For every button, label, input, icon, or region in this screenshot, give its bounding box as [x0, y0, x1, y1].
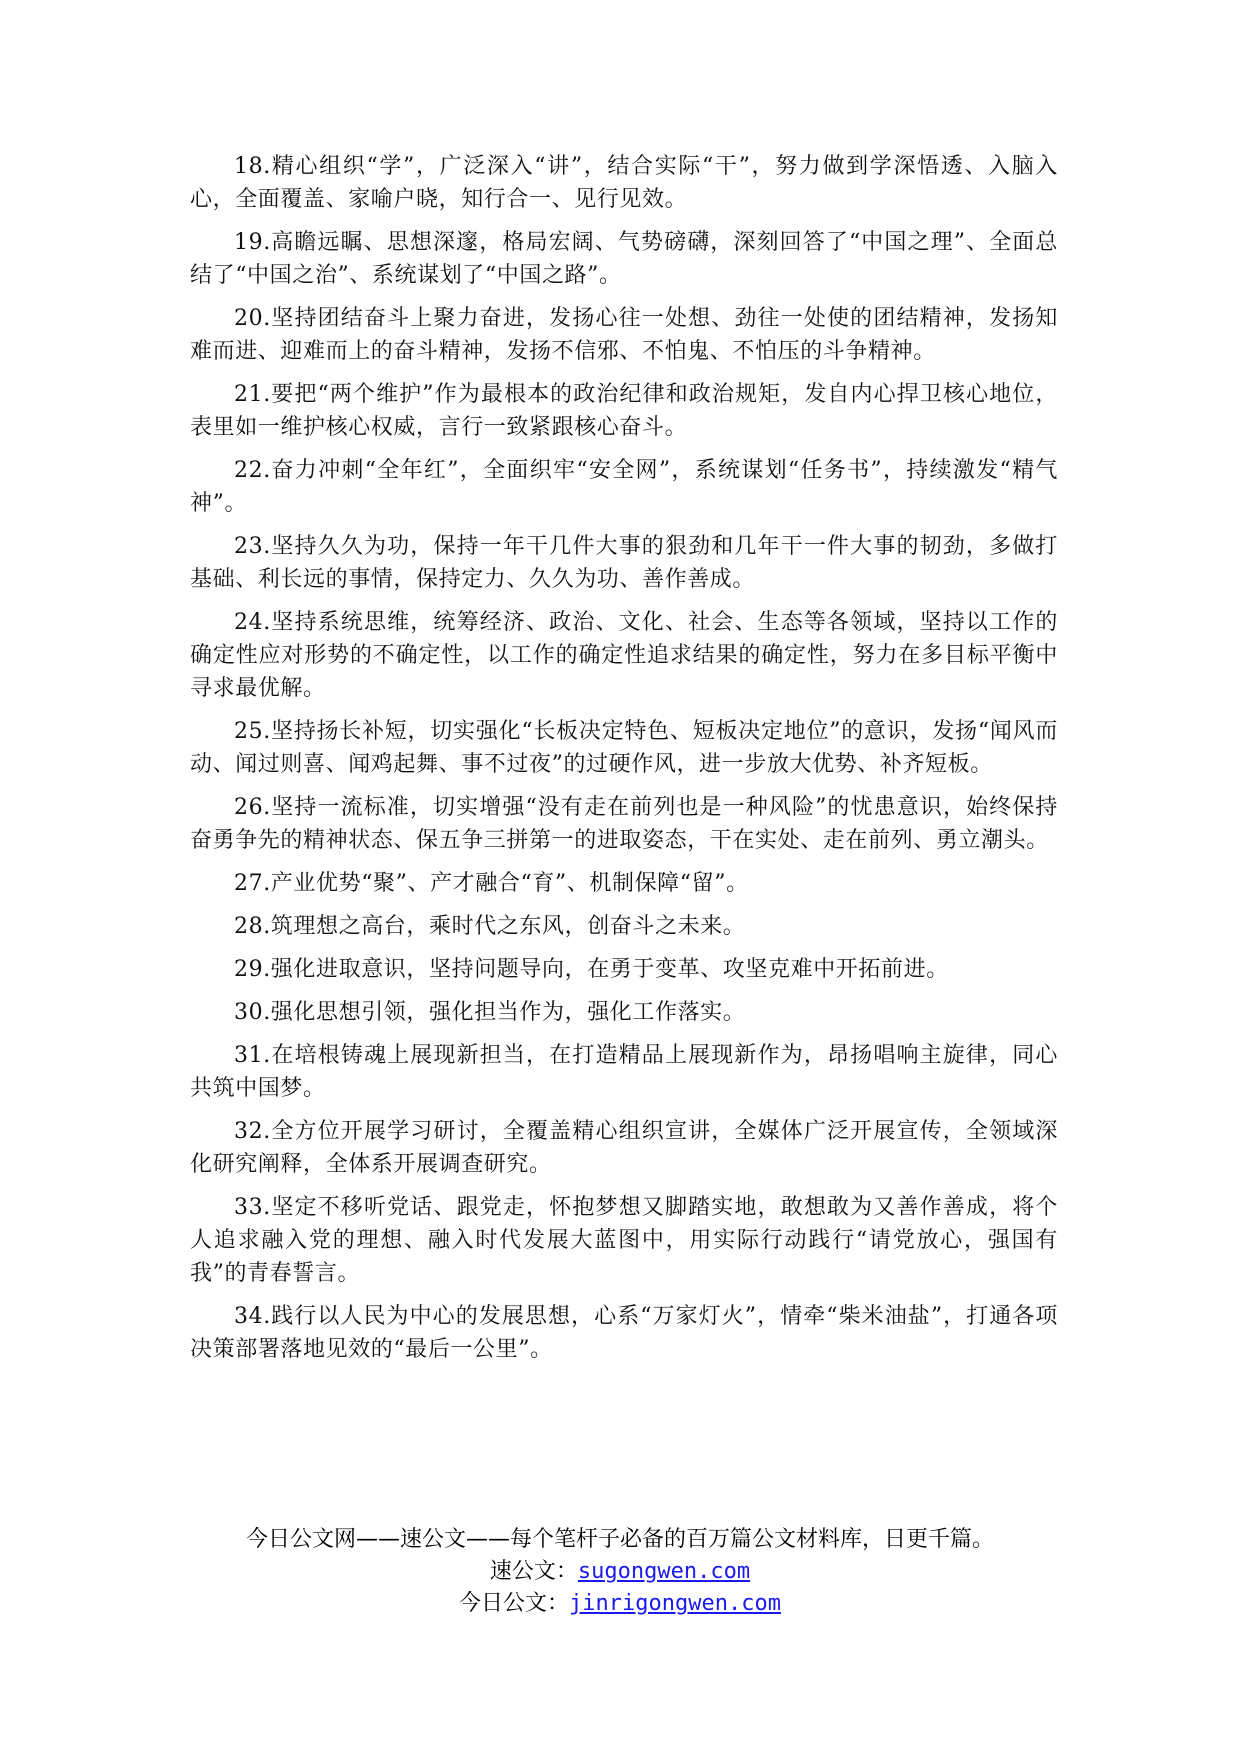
paragraph-32: 32.全方位开展学习研讨，全覆盖精心组织宣讲，全媒体广泛开展宣传，全领域深化研究阐释，全体系开展调查研究。: [190, 1119, 1058, 1177]
paragraph-21: 21.要把“两个维护”作为最根本的政治纪律和政治规矩，发自内心捍卫核心地位，表里如一维护核心权威，言行一致紧跟核心奋斗。: [190, 382, 1058, 440]
paragraph-29: 29.强化进取意识，坚持问题导向，在勇于变革、攻坚克难中开拓前进。: [234, 957, 949, 982]
paragraph-30: 30.强化思想引领，强化担当作为，强化工作落实。: [234, 1000, 746, 1025]
paragraph-18: 18.精心组织“学”，广泛深入“讲”，结合实际“干”，努力做到学深悟透、入脑入心，全面覆盖、家喻户晓，知行合一、见行见效。: [190, 154, 1058, 212]
jinri-link[interactable]: jinrigongwen.com: [569, 1591, 781, 1616]
paragraph-23: 23.坚持久久为功，保持一年干几件大事的狠劲和几年干一件大事的韧劲，多做打基础、利长远的事情，保持定力、久久为功、善作善成。: [190, 534, 1058, 592]
paragraph-28: 28.筑理想之高台，乘时代之东风，创奋斗之未来。: [234, 914, 746, 939]
paragraph-20: 20.坚持团结奋斗上聚力奋进，发扬心往一处想、劲往一处使的团结精神，发扬知难而进、迎难而上的奋斗精神，发扬不信邪、不怕鬼、不怕压的斗争精神。: [190, 306, 1058, 364]
jinri-label: 今日公文：: [459, 1591, 570, 1616]
paragraph-22: 22.奋力冲刺“全年红”，全面织牢“安全网”，系统谋划“任务书”，持续激发“精气神”。: [190, 458, 1058, 516]
sugongwen-label: 速公文：: [489, 1559, 578, 1584]
footer-tagline: 今日公文网——速公文——每个笔杆子必备的百万篇公文材料库，日更千篇。: [245, 1527, 994, 1552]
footer-sugongwen-line: [0, 1556, 1240, 1588]
paragraph-33: 33.坚定不移听党话、跟党走，怀抱梦想又脚踏实地，敢想敢为又善作善成，将个人追求融入党的理想、融入时代发展大蓝图中，用实际行动践行“请党放心，强国有我”的青春誓言。: [190, 1195, 1058, 1286]
paragraph-34: 34.践行以人民为中心的发展思想，心系“万家灯火”，情牵“柴米油盐”，打通各项决策部署落地见效的“最后一公里”。: [190, 1304, 1058, 1362]
paragraph-26: 26.坚持一流标准，切实增强“没有走在前列也是一种风险”的忧患意识，始终保持奋勇争先的精神状态、保五争三拼第一的进取姿态，干在实处、走在前列、勇立潮头。: [190, 795, 1058, 853]
paragraph-31: 31.在培根铸魂上展现新担当，在打造精品上展现新作为，昂扬唱响主旋律，同心共筑中国梦。: [190, 1043, 1058, 1101]
paragraph-25: 25.坚持扬长补短，切实强化“长板决定特色、短板决定地位”的意识，发扬“闻风而动、闻过则喜、闻鸡起舞、事不过夜”的过硬作风，进一步放大优势、补齐短板。: [190, 719, 1058, 777]
footer: [0, 1524, 1240, 1620]
paragraph-27: 27.产业优势“聚”、产才融合“育”、机制保障“留”。: [234, 871, 749, 896]
sugongwen-link[interactable]: sugongwen.com: [577, 1559, 751, 1584]
paragraph-24: 24.坚持系统思维，统筹经济、政治、文化、社会、生态等各领域，坚持以工作的确定性应对形势的不确定性，以工作的确定性追求结果的确定性，努力在多目标平衡中寻求最优解。: [190, 610, 1058, 701]
document-body: [190, 150, 1058, 1376]
paragraph-19: 19.高瞻远瞩、思想深邃，格局宏阔、气势磅礴，深刻回答了“中国之理”、全面总结了“中国之治”、系统谋划了“中国之路”。: [190, 230, 1058, 288]
footer-jinri-line: [0, 1588, 1240, 1620]
